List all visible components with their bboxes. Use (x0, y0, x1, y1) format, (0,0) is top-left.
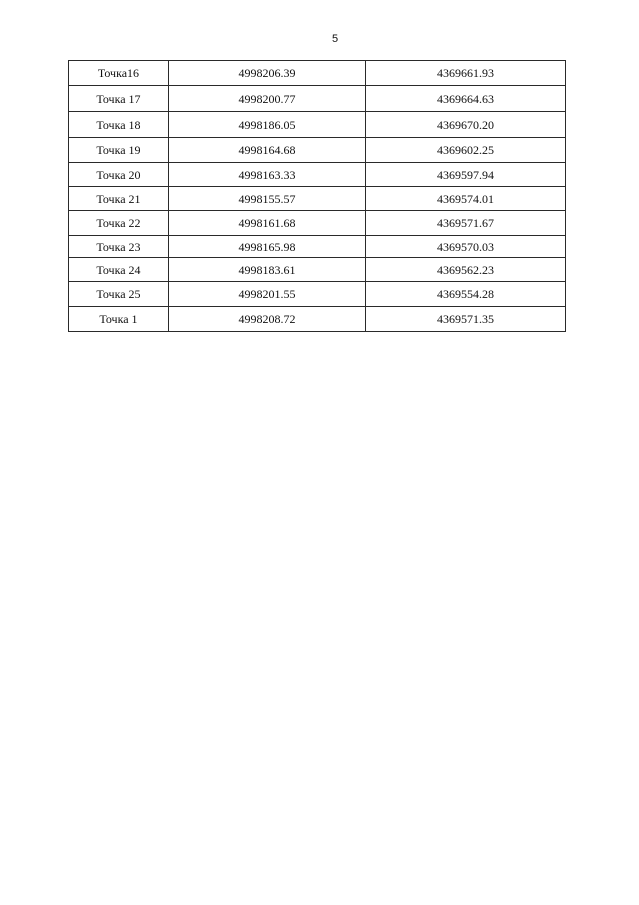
x-coordinate-cell: 4998165.98 (169, 236, 366, 258)
table-row (69, 86, 566, 112)
table-row (69, 258, 566, 282)
y-coordinate-cell: 4369570.03 (366, 236, 566, 258)
y-coordinate-cell: 4369571.35 (366, 307, 566, 332)
point-name-cell: Точка 23 (69, 236, 169, 258)
table-row (69, 61, 566, 86)
point-name-cell: Точка 24 (69, 258, 169, 282)
table-row (69, 211, 566, 236)
x-coordinate-cell: 4998183.61 (169, 258, 366, 282)
y-coordinate-cell: 4369602.25 (366, 138, 566, 163)
table-row (69, 307, 566, 332)
x-coordinate-cell: 4998163.33 (169, 163, 366, 187)
point-name-cell: Точка 19 (69, 138, 169, 163)
y-coordinate-cell: 4369571.67 (366, 211, 566, 236)
y-coordinate-cell: 4369597.94 (366, 163, 566, 187)
table-row (69, 187, 566, 211)
table-row (69, 163, 566, 187)
x-coordinate-cell: 4998186.05 (169, 112, 366, 138)
x-coordinate-cell: 4998206.39 (169, 61, 366, 86)
coordinates-table (68, 60, 566, 332)
y-coordinate-cell: 4369670.20 (366, 112, 566, 138)
x-coordinate-cell: 4998208.72 (169, 307, 366, 332)
y-coordinate-cell: 4369574.01 (366, 187, 566, 211)
table-row (69, 112, 566, 138)
x-coordinate-cell: 4998155.57 (169, 187, 366, 211)
y-coordinate-cell: 4369554.28 (366, 282, 566, 307)
table-row (69, 282, 566, 307)
point-name-cell: Точка 20 (69, 163, 169, 187)
point-name-cell: Точка16 (69, 61, 169, 86)
y-coordinate-cell: 4369562.23 (366, 258, 566, 282)
x-coordinate-cell: 4998200.77 (169, 86, 366, 112)
x-coordinate-cell: 4998164.68 (169, 138, 366, 163)
point-name-cell: Точка 22 (69, 211, 169, 236)
x-coordinate-cell: 4998201.55 (169, 282, 366, 307)
table-row (69, 138, 566, 163)
y-coordinate-cell: 4369661.93 (366, 61, 566, 86)
point-name-cell: Точка 18 (69, 112, 169, 138)
point-name-cell: Точка 1 (69, 307, 169, 332)
table-row (69, 236, 566, 258)
y-coordinate-cell: 4369664.63 (366, 86, 566, 112)
point-name-cell: Точка 17 (69, 86, 169, 112)
point-name-cell: Точка 21 (69, 187, 169, 211)
point-name-cell: Точка 25 (69, 282, 169, 307)
x-coordinate-cell: 4998161.68 (169, 211, 366, 236)
page-number: 5 (331, 33, 339, 45)
